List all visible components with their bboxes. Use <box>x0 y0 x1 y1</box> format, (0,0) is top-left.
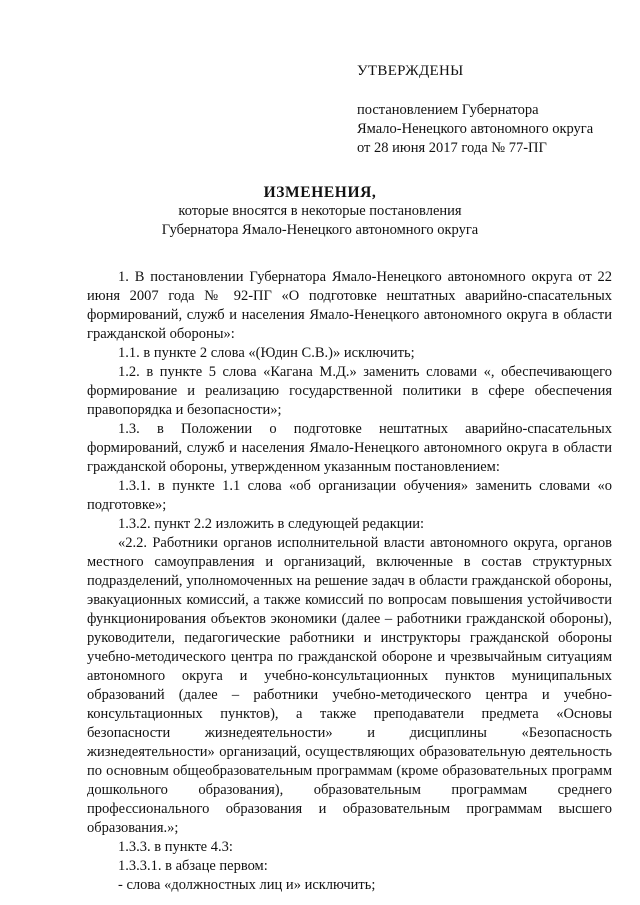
document-title: ИЗМЕНЕНИЯ, <box>263 184 377 201</box>
approval-line: от 28 июня 2017 года № 77-ПГ <box>357 140 547 156</box>
paragraph: 1.3. в Положении о подготовке нештатных аварийно-спасательных формирований, служб и населения Ямало-Ненецкого автономного округа в области гражданской обороны, утвержденном указанным постановлением: <box>87 421 612 475</box>
paragraph: - слова «должностных лиц и» исключить; <box>118 877 376 893</box>
approval-line: Ямало-Ненецкого автономного округа <box>357 121 594 137</box>
paragraph: 1.1. в пункте 2 слова «(Юдин С.В.)» исключить; <box>118 345 415 361</box>
document-heading <box>0 183 640 240</box>
approval-title: УТВЕРЖДЕНЫ <box>357 63 464 79</box>
paragraph: 1.3.3.1. в абзаце первом: <box>118 858 268 874</box>
paragraph: 1.3.2. пункт 2.2 изложить в следующей редакции: <box>118 516 425 532</box>
approval-line: постановлением Губернатора <box>357 102 539 118</box>
paragraph: 1.3.3. в пункте 4.3: <box>118 839 233 855</box>
document-subtitle: Губернатора Ямало-Ненецкого автономного округа <box>161 222 479 238</box>
paragraph: 1.2. в пункте 5 слова «Кагана М.Д.» заменить словами «, обеспечивающего формирование и реализацию государственной политики в сфере обеспечения правопорядка и безопасности»; <box>87 364 612 418</box>
paragraph: 1.3.1. в пункте 1.1 слова «об организации обучения» заменить словами «о подготовке»; <box>87 478 612 513</box>
paragraph: 1. В постановлении Губернатора Ямало-Ненецкого автономного округа от 22 июня 2007 года № 92-ПГ «О подготовке нештатных аварийно-спасательных формирований, служб и населения Ямало-Ненецкого автономного округа в области гражданской обороны»: <box>87 269 612 342</box>
document-body <box>87 268 612 895</box>
document-subtitle: которые вносятся в некоторые постановления <box>178 203 462 219</box>
approval-stamp <box>357 62 593 158</box>
paragraph: «2.2. Работники органов исполнительной власти автономного округа, органов местного самоуправления и организаций, включенные в состав структурных подразделений, уполномоченных на решение задач в области гражданской обороны, эвакуационных комиссий, а также комиссий по вопросам повышения устойчивости функционирования объектов экономики (далее – работники гражданской обороны), руководители, педагогические работники и инструкторы гражданской обороны учебно-методического центра по гражданской обороне и чрезвычайным ситуациям автономного округа и учебно-консультационных пунктов муниципальных образований (далее – работники учебно-методического центра и учебно-консультационных пунктов), а также преподаватели предмета «Основы безопасности жизнедеятельности» и дисциплины «Безопасность жизнедеятельности» организаций, осуществляющих образовательную деятельность по основным общеобразовательным программам (кроме образовательных программ дошкольного образования), образовательным программам среднего профессионального образования и образовательным программам высшего образования.»; <box>87 535 612 836</box>
